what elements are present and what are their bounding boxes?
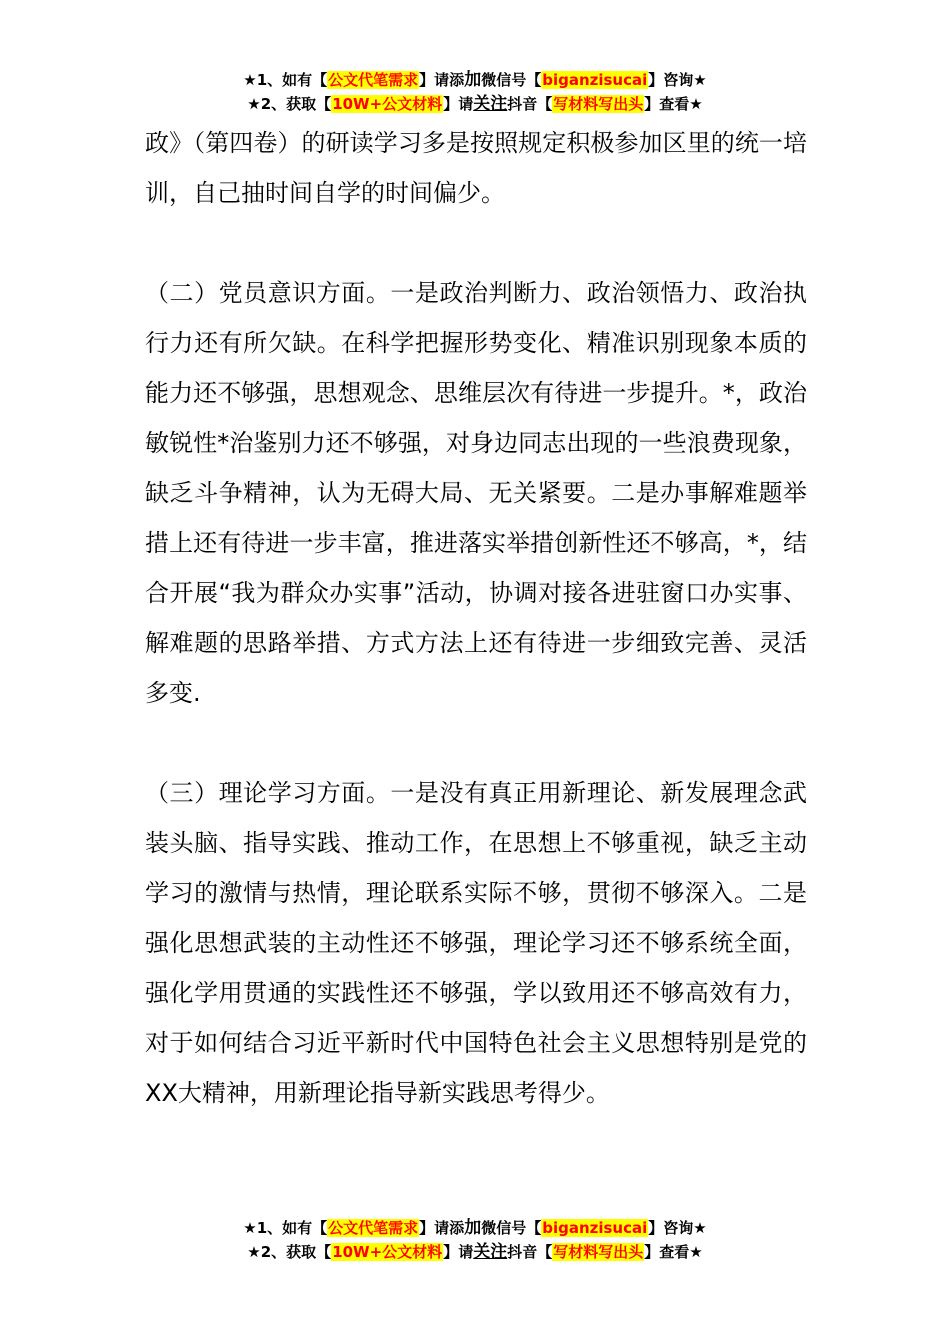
promo-text: ★1、如有【 <box>243 71 328 89</box>
paragraph-continuation: 政》（第四卷）的研读学习多是按照规定积极参加区里的统一培训，自己抽时间自学的时间偏少。 <box>145 129 807 207</box>
promo-line-2 <box>0 92 950 116</box>
promo-line-1 <box>0 1216 950 1240</box>
promo-text: 】查看★ <box>644 95 703 113</box>
promo-text: 微信号【 <box>481 71 542 89</box>
promo-text: 】请 <box>443 1243 474 1261</box>
promo-emphasis: 加 <box>464 70 482 90</box>
promo-text: 】请添 <box>419 1219 465 1237</box>
paragraph-party-awareness: （二）党员意识方面。一是政治判断力、政治领悟力、政治执行力还有所欠缺。在科学把握形势变化、精准识别现象本质的能力还不够强，思想观念、思维层次有待进一步提升。*，政治敏锐性*治鉴别力还不够强，对身边同志出现的一些浪费现象，缺乏斗争精神，认为无碍大局、无关紧要。二是办事解难题举措上还有待进一步丰富，推进落实举措创新性还不够高，*，结合开展“我为群众办实事”活动，协调对接各进驻窗口办实事、解难题的思路举措、方式方法上还有待进一步细致完善、灵活多变. <box>145 279 807 707</box>
highlight-douyin: 写材料写出头 <box>553 1243 644 1261</box>
promo-text: 】咨询★ <box>648 1219 707 1237</box>
paragraph-gap <box>145 718 807 768</box>
highlight-materials: 10W+公文材料 <box>332 95 443 113</box>
document-body <box>145 118 807 1118</box>
promo-line-1 <box>0 68 950 92</box>
highlight-wechat-id: biganzisucai <box>542 71 648 89</box>
promo-text: 抖音【 <box>507 95 553 113</box>
promo-text: ★2、获取【 <box>247 1243 332 1261</box>
promo-text: ★2、获取【 <box>247 95 332 113</box>
highlight-materials: 10W+公文材料 <box>332 1243 443 1261</box>
highlight-douyin: 写材料写出头 <box>553 95 644 113</box>
promo-emphasis: 关注 <box>473 94 508 114</box>
footer-promo-banner <box>0 1216 950 1264</box>
promo-text: 】查看★ <box>644 1243 703 1261</box>
paragraph-gap <box>145 218 807 268</box>
promo-text: 】请添 <box>419 71 465 89</box>
promo-text: 抖音【 <box>507 1243 553 1261</box>
header-promo-banner <box>0 68 950 116</box>
promo-text: 】咨询★ <box>648 71 707 89</box>
highlight-service: 公文代笔需求 <box>328 1219 419 1237</box>
promo-emphasis: 关注 <box>473 1242 508 1262</box>
highlight-service: 公文代笔需求 <box>328 71 419 89</box>
paragraph-theory-study: （三）理论学习方面。一是没有真正用新理论、新发展理念武装头脑、指导实践、推动工作，在思想上不够重视，缺乏主动学习的激情与热情，理论联系实际不够，贯彻不够深入。二是强化思想武装的主动性还不够强，理论学习还不够系统全面，强化学用贯通的实践性还不够强，学以致用还不够高效有力，对于如何结合习近平新时代中国特色社会主义思想特别是党的XX大精神，用新理论指导新实践思考得少。 <box>145 779 807 1107</box>
promo-text: 】请 <box>443 95 474 113</box>
promo-text: 微信号【 <box>481 1219 542 1237</box>
promo-line-2 <box>0 1240 950 1264</box>
promo-emphasis: 加 <box>464 1218 482 1238</box>
highlight-wechat-id: biganzisucai <box>542 1219 648 1237</box>
promo-text: ★1、如有【 <box>243 1219 328 1237</box>
